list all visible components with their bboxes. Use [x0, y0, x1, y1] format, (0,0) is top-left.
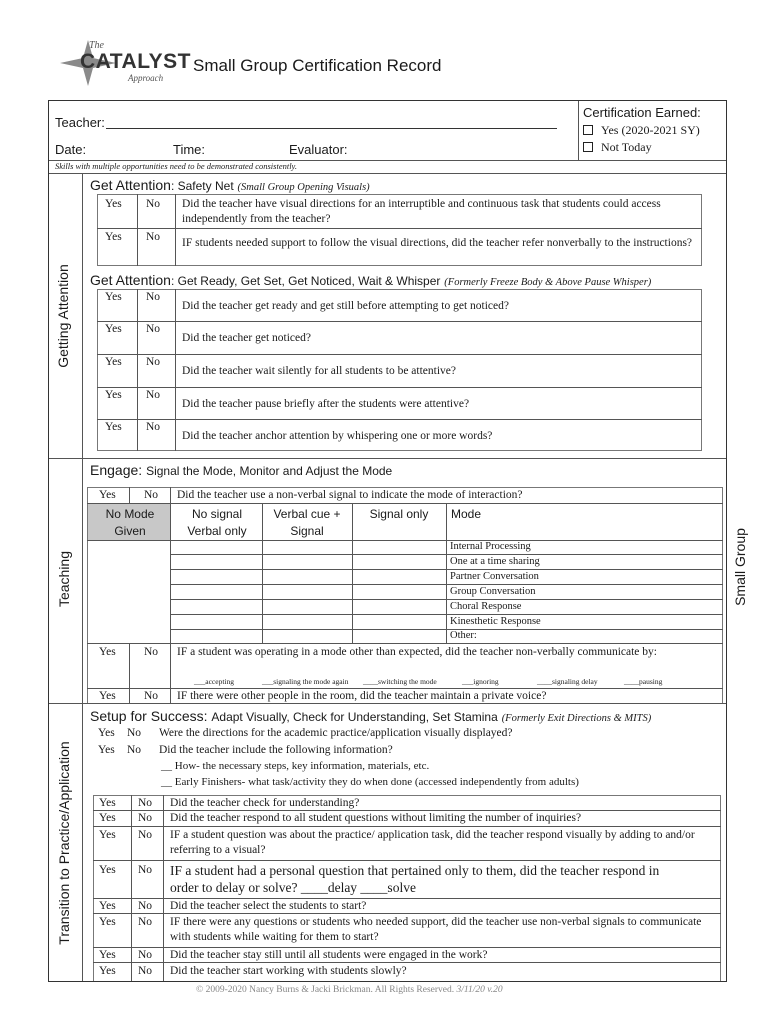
attention-q1-no[interactable]: No	[146, 198, 161, 210]
transition-p2-no[interactable]: No	[127, 744, 142, 756]
transition-q7-no[interactable]: No	[138, 949, 153, 961]
transition-p3-text: __ How- the necessary steps, key information, materials, etc.	[161, 760, 430, 772]
transition-q4-text-line2: order to delay or solve? ____delay ____solve	[170, 880, 416, 895]
skills-note: Skills with multiple opportunities need to be demonstrated consistently.	[55, 161, 297, 171]
attention-q7-text: Did the teacher anchor attention by whispering one or more words?	[182, 430, 493, 442]
side-label-teaching: Teaching	[56, 550, 72, 608]
attention-q6-text: Did the teacher pause briefly after the students were attentive?	[182, 398, 470, 410]
attention-q1-text: Did the teacher have visual directions for an interruptible and continuous task that students could access independently from the teacher?	[182, 198, 661, 225]
transition-q2-yes[interactable]: Yes	[99, 812, 116, 824]
mode-list-item: Kinesthetic Response	[450, 616, 541, 627]
transition-q5-no[interactable]: No	[138, 900, 153, 912]
mode-list-item: One at a time sharing	[450, 556, 540, 567]
option-ignoring[interactable]: ___ignoring	[462, 677, 499, 686]
transition-p1-text: Were the directions for the academic practice/application visually displayed?	[159, 727, 513, 739]
mode-list-item: Group Conversation	[450, 586, 536, 597]
transition-p1-no[interactable]: No	[127, 727, 142, 739]
transition-p1-yes[interactable]: Yes	[98, 727, 115, 739]
teaching-q3-yes[interactable]: Yes	[99, 690, 116, 702]
attention-q4-text: Did the teacher get noticed?	[182, 332, 311, 344]
col-mode: Mode	[451, 507, 482, 521]
checkbox-yes[interactable]	[583, 125, 593, 135]
teaching-q3-no[interactable]: No	[144, 690, 159, 702]
col-verbal-cue-signal: Verbal cue + Signal	[273, 507, 341, 538]
logo-small-bottom: Approach	[128, 73, 164, 83]
logo-small-top: The	[89, 40, 104, 51]
transition-q8-yes[interactable]: Yes	[99, 965, 116, 977]
attention-q5-no[interactable]: No	[146, 356, 161, 368]
attention-q3-text: Did the teacher get ready and get still before attempting to get noticed?	[182, 300, 509, 312]
attention-heading-2: Get Attention: Get Ready, Get Set, Get Noticed, Wait & Whisper (Formerly Freeze Body & Above Pause Whisper)	[90, 272, 652, 288]
attention-q7-yes[interactable]: Yes	[105, 421, 122, 433]
transition-p2-yes[interactable]: Yes	[98, 744, 115, 756]
side-label-transition: Transition to Practice/Application	[56, 741, 72, 945]
transition-q5-text: Did the teacher select the students to start?	[170, 900, 367, 912]
option-switching-mode[interactable]: ____switching the mode	[363, 677, 437, 686]
transition-q1-text: Did the teacher check for understanding?	[170, 797, 360, 809]
transition-p4-text: __ Early Finishers- what task/activity they do when done (accessed independently from adults)	[161, 776, 579, 788]
col-no-signal-verbal-only: No signal Verbal only	[187, 507, 247, 538]
attention-q4-no[interactable]: No	[146, 323, 161, 335]
transition-p2-text: Did the teacher include the following information?	[159, 744, 393, 756]
transition-q4-no[interactable]: No	[138, 864, 153, 876]
attention-q2-yes[interactable]: Yes	[105, 231, 122, 243]
teacher-label: Teacher:	[55, 115, 105, 130]
attention-q6-no[interactable]: No	[146, 389, 161, 401]
attention-q5-yes[interactable]: Yes	[105, 356, 122, 368]
cert-option-yes[interactable]: Yes (2020-2021 SY)	[583, 123, 700, 138]
mode-list-item: Choral Response	[450, 601, 522, 612]
evaluator-label: Evaluator:	[289, 142, 348, 157]
option-signaling-delay[interactable]: ____signaling delay	[537, 677, 598, 686]
attention-q1-yes[interactable]: Yes	[105, 198, 122, 210]
version: 3/11/20 v.20	[456, 985, 503, 995]
copyright: © 2009-2020 Nancy Burns & Jacki Brickman. All Rights Reserved.	[196, 985, 455, 995]
footer	[196, 985, 503, 995]
transition-q4-text-line1: IF a student had a personal question that pertained only to them, did the teacher respond in	[170, 863, 660, 878]
page-title: Small Group Certification Record	[193, 56, 442, 75]
teaching-q1-text: Did the teacher use a non-verbal signal to indicate the mode of interaction?	[177, 489, 523, 501]
mode-list-item: Internal Processing	[450, 541, 531, 552]
transition-q1-yes[interactable]: Yes	[99, 797, 116, 809]
option-signaling-mode[interactable]: ___signaling the mode again	[262, 677, 349, 686]
mode-list-item: Partner Conversation	[450, 571, 539, 582]
attention-q4-yes[interactable]: Yes	[105, 323, 122, 335]
transition-q4-yes[interactable]: Yes	[99, 864, 116, 876]
transition-q1-no[interactable]: No	[138, 797, 153, 809]
transition-q7-text: Did the teacher stay still until all students were engaged in the work?	[170, 949, 488, 961]
attention-q7-no[interactable]: No	[146, 421, 161, 433]
col-signal-only: Signal only	[369, 507, 429, 521]
transition-q6-no[interactable]: No	[138, 916, 153, 928]
attention-q2-no[interactable]: No	[146, 231, 161, 243]
attention-q3-yes[interactable]: Yes	[105, 291, 122, 303]
attention-heading-1: Get Attention: Safety Net (Small Group Opening Visuals)	[90, 177, 370, 193]
mode-list-item: Other:	[450, 630, 477, 641]
teaching-q1-yes[interactable]: Yes	[99, 489, 116, 501]
transition-heading: Setup for Success: Adapt Visually, Check for Understanding, Set Stamina (Formerly Exit Directions & MITS)	[90, 708, 652, 724]
transition-q8-no[interactable]: No	[138, 965, 153, 977]
teaching-q3-text: IF there were other people in the room, did the teacher maintain a private voice?	[177, 690, 547, 702]
attention-q3-no[interactable]: No	[146, 291, 161, 303]
attention-q6-yes[interactable]: Yes	[105, 389, 122, 401]
transition-q3-yes[interactable]: Yes	[99, 829, 116, 841]
transition-q2-text: Did the teacher respond to all student questions without limiting the number of inquiries?	[170, 812, 582, 824]
transition-q5-yes[interactable]: Yes	[99, 900, 116, 912]
transition-q6-yes[interactable]: Yes	[99, 916, 116, 928]
side-label-getting-attention: Getting Attention	[55, 264, 71, 368]
col-no-mode-given: No Mode Given	[105, 507, 155, 538]
logo-main-text: CATALYST	[80, 50, 191, 73]
attention-q2-text: IF students needed support to follow the visual directions, did the teacher refer nonverbally to the instructions?	[182, 237, 693, 249]
attention-q5-text: Did the teacher wait silently for all students to be attentive?	[182, 365, 456, 377]
transition-q2-no[interactable]: No	[138, 812, 153, 824]
transition-q3-text: IF a student question was about the practice/ application task, did the teacher respond visually by adding to and/or referring to a visual?	[170, 829, 695, 856]
transition-q7-yes[interactable]: Yes	[99, 949, 116, 961]
checkbox-not-today[interactable]	[583, 142, 593, 152]
time-label: Time:	[173, 142, 206, 157]
side-label-small-group: Small Group	[732, 528, 748, 606]
option-pausing[interactable]: ____pausing	[624, 677, 663, 686]
transition-q3-no[interactable]: No	[138, 829, 153, 841]
date-label: Date:	[55, 142, 87, 157]
teaching-q2-yes[interactable]: Yes	[99, 646, 116, 658]
teaching-heading: Engage: Signal the Mode, Monitor and Adjust the Mode	[90, 462, 393, 478]
teaching-q1-no[interactable]: No	[144, 489, 159, 501]
option-accepting[interactable]: ___accepting	[194, 677, 234, 686]
catalyst-logo	[58, 38, 191, 88]
transition-q6-text: IF there were any questions or students who needed support, did the teacher use non-verbal signals to communicate with students while waiting for them to start?	[170, 916, 702, 943]
teaching-q2-no[interactable]: No	[144, 646, 159, 658]
cert-option-not-today[interactable]: Not Today	[583, 140, 652, 155]
teacher-field[interactable]	[106, 128, 557, 129]
cert-label: Certification Earned:	[583, 105, 701, 120]
teaching-q2-text: IF a student was operating in a mode other than expected, did the teacher non-verbally communicate by:	[177, 646, 657, 658]
transition-q8-text: Did the teacher start working with students slowly?	[170, 965, 407, 977]
